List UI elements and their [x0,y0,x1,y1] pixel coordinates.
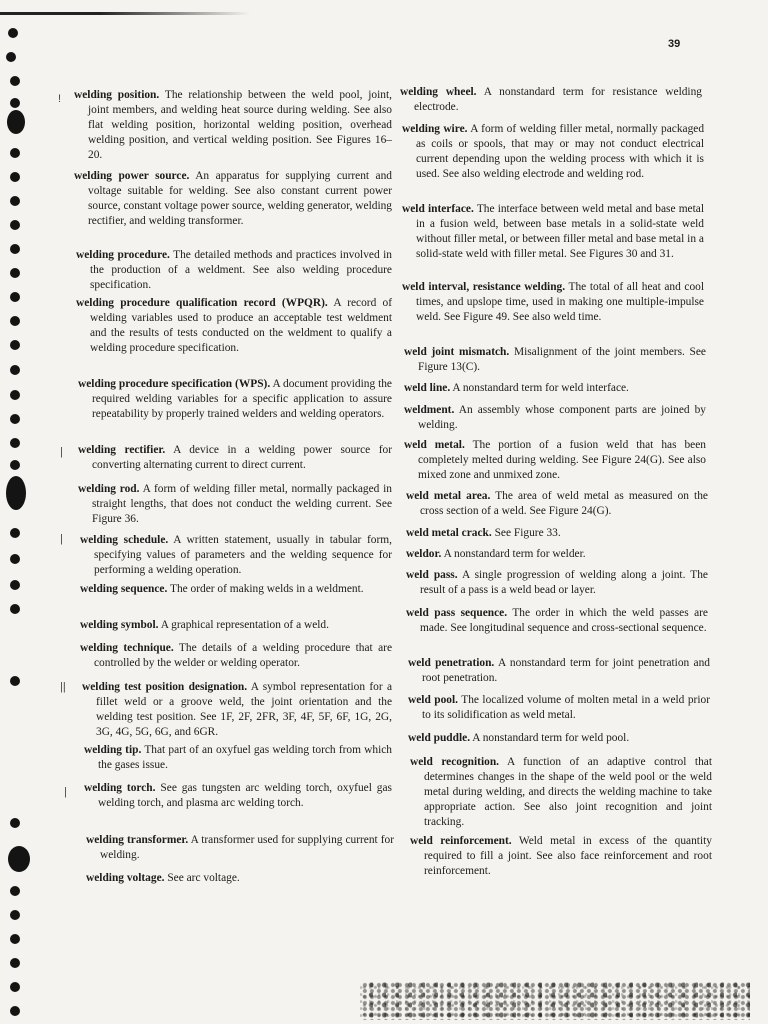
entry-term: weldment. [404,404,455,416]
margin-mark: ! [58,93,62,105]
entry-definition: The portion of a fusion weld that has been completely melted during welding. See Figure 24(G). See also mixed zone and unmixed zone. [418,439,706,481]
entry-term: welding test position designation. [82,681,248,693]
entry-term: weld reinforcement. [410,835,512,847]
entry-definition: Weld metal in excess of the quantity required to fill a joint. See also face reinforcement and root reinforcement. [424,835,712,877]
binder-hole [10,340,20,350]
glossary-entry [404,381,706,396]
binder-hole [10,818,20,828]
glossary-entry [402,280,704,325]
binder-hole [10,958,20,968]
entry-definition: A symbol representation for a fillet weld or a groove weld, the joint orientation and the welding test position. See 1F, 2F, 2FR, 3F, 4F, 5F, 6F, 1G, 2G, 3G, 4G, 5G, 6G, and 6GR. [96,681,392,738]
margin-mark: | [60,446,63,458]
entry-term: welding power source. [74,170,190,182]
glossary-entry [86,833,394,863]
binder-hole [10,220,20,230]
entry-definition: The details of a welding procedure that are controlled by the welder or welding operator. [94,642,392,669]
binder-hole [10,1006,20,1016]
page-number: 39 [668,38,681,50]
entry-definition: A record of welding variables used to produce an acceptable test weldment and the results of tests conducted on the weldment to qualify a welding procedure specification. [90,297,393,354]
entry-definition: The area of weld metal as measured on the cross section of a weld. See Figure 24(G). [420,490,708,517]
glossary-entry [84,743,392,773]
margin-mark: | [64,786,67,798]
binder-hole [10,172,20,182]
glossary-entry [82,680,392,740]
entry-term: weldor. [406,548,442,560]
binder-hole [8,28,18,38]
binder-hole [10,292,20,302]
glossary-entry [400,85,702,115]
glossary-entry [408,731,710,746]
entry-term: welding technique. [80,642,174,654]
entry-term: weld metal. [404,439,465,451]
glossary-entry [406,547,708,562]
scan-noise [360,982,750,1020]
margin-mark: | [60,533,63,545]
entry-definition: The detailed methods and practices involved in the production of a weldment. See also welding procedure specification. [90,249,392,291]
binder-hole [10,460,20,470]
entry-definition: A nonstandard term for welder. [443,548,586,560]
entry-definition: A document providing the required welding variables for a specific application to assure repeatability by properly trained welders and welding operators. [92,378,392,420]
entry-term: weld pass sequence. [406,607,508,619]
entry-term: welding rod. [78,483,140,495]
binder-hole [10,414,20,424]
binder-hole [10,196,20,206]
binder-blot [8,846,30,872]
binder-hole [10,390,20,400]
binder-hole [10,244,20,254]
glossary-entry [402,202,704,262]
entry-definition: The interface between weld metal and base metal in a fusion weld, between base metals in a solid-state weld without filler metal, or between filler metal and base metal in a solid-state weld with filler metal. See Figures 30 and 31. [416,203,704,260]
binder-hole [10,268,20,278]
entry-term: weld puddle. [408,732,471,744]
entry-term: welding schedule. [80,534,169,546]
entry-definition: A nonstandard term for resistance welding electrode. [414,86,702,113]
glossary-entry [76,296,392,356]
binder-hole [10,365,20,375]
entry-definition: A form of welding filler metal, normally packaged as coils or spools, that may or may not conduct electrical current depending upon the welding process with which it is used. See also welding electrode and welding rod. [416,123,705,180]
entry-definition: A function of an adaptive control that determines changes in the shape of the weld pool or the weld metal during welding, and directs the welding machine to take appropriate action. See also joint recognition and joint tracking. [424,756,713,828]
entry-definition: The relationship between the weld pool, joint, joint members, and welding heat source during welding. See also flat welding position, horizontal welding position, overhead welding position, and vertical welding position. See Figures 16–20. [88,89,392,161]
entry-term: weld interval, resistance welding. [402,281,566,293]
glossary-entry [408,656,710,686]
entry-term: welding wheel. [400,86,477,98]
glossary-entry [406,606,708,636]
binder-hole [10,886,20,896]
entry-term: welding tip. [84,744,142,756]
binder-hole [10,580,20,590]
glossary-entry [80,641,392,671]
binder-hole [10,676,20,686]
entry-term: welding procedure qualification record (WPQR). [76,297,328,309]
binder-hole [10,528,20,538]
binder-hole [10,604,20,614]
glossary-entry [78,443,392,473]
entry-term: welding rectifier. [78,444,166,456]
glossary-entry [80,533,392,578]
binder-hole [10,98,20,108]
glossary-entry [74,88,392,163]
glossary-entry [404,345,706,375]
glossary-entry [404,403,706,433]
entry-definition: The order of making welds in a weldment. [170,583,364,595]
binder-hole [6,52,16,62]
entry-term: welding wire. [402,123,468,135]
entry-term: weld interface. [402,203,474,215]
glossary-entry [78,377,392,422]
entry-definition: An assembly whose component parts are joined by welding. [418,404,707,431]
entry-term: weld metal crack. [406,527,492,539]
entry-term: welding torch. [84,782,156,794]
entry-definition: See arc voltage. [167,872,240,884]
entry-definition: A written statement, usually in tabular form, specifying values of parameters and the welding sequence for performing a welding operation. [94,534,392,576]
entry-term: weld recognition. [410,756,500,768]
entry-term: weld penetration. [408,657,495,669]
glossary-entry [80,582,392,597]
binder-blot [6,476,26,510]
entry-definition: The localized volume of molten metal in a weld prior to its solidification as weld metal. [422,694,710,721]
glossary-entry [410,834,712,879]
binder-hole [10,982,20,992]
binder-blot [7,110,25,134]
entry-definition: A single progression of welding along a joint. The result of a pass is a weld bead or layer. [420,569,708,596]
entry-term: weld pool. [408,694,458,706]
glossary-entry [404,438,706,483]
margin-mark: || [60,681,66,693]
glossary-entry [410,755,712,830]
entry-term: welding symbol. [80,619,159,631]
entry-term: welding transformer. [86,834,189,846]
entry-term: welding voltage. [86,872,165,884]
entry-term: weld metal area. [406,490,491,502]
glossary-entry [406,526,708,541]
binder-hole [10,76,20,86]
entry-definition: An apparatus for supplying current and voltage suitable for welding. See also constant current power source, constant voltage power source, welding generator, welding rectifier, and welding transformer. [88,170,393,227]
binder-hole [10,554,20,564]
binder-hole [10,934,20,944]
entry-term: weld pass. [406,569,458,581]
glossary-entry [406,568,708,598]
binder-hole [10,148,20,158]
entry-definition: Misalignment of the joint members. See Figure 13(C). [418,346,706,373]
entry-definition: A nonstandard term for joint penetration and root penetration. [422,657,710,684]
entry-term: weld joint mismatch. [404,346,510,358]
glossary-entry [406,489,708,519]
entry-term: weld line. [404,382,451,394]
entry-definition: A nonstandard term for weld interface. [452,382,629,394]
entry-definition: The total of all heat and cool times, and upslope time, used in making one multiple-impulse weld. See Figure 49. See also weld time. [416,281,704,323]
glossary-entry [84,781,392,811]
entry-definition: That part of an oxyfuel gas welding torch from which the gases issue. [98,744,392,771]
glossary-entry [86,871,394,886]
glossary-entry [76,248,392,293]
entry-term: welding procedure. [76,249,170,261]
entry-term: welding procedure specification (WPS). [78,378,271,390]
glossary-entry [402,122,704,182]
entry-definition: A graphical representation of a weld. [160,619,329,631]
binder-hole [10,910,20,920]
binder-hole [10,316,20,326]
entry-definition: A transformer used for supplying current for welding. [100,834,394,861]
glossary-entry [80,618,392,633]
glossary-entry [78,482,392,527]
entry-definition: A form of welding filler metal, normally packaged in straight lengths, that does not conduct the welding current. See Figure 36. [92,483,393,525]
entry-definition: A device in a welding power source for converting alternating current to direct current. [92,444,393,471]
entry-definition: See Figure 33. [494,527,561,539]
entry-definition: A nonstandard term for weld pool. [472,732,630,744]
entry-definition: The order in which the weld passes are made. See longitudinal sequence and cross-sectional sequence. [420,607,708,634]
glossary-entry [408,693,710,723]
entry-term: welding position. [74,89,160,101]
binder-hole [10,438,20,448]
top-rule [0,12,250,15]
entry-definition: See gas tungsten arc welding torch, oxyfuel gas welding torch, and plasma arc welding torch. [98,782,392,809]
binder-holes [2,20,38,1024]
glossary-entry [74,169,392,229]
entry-term: welding sequence. [80,583,168,595]
